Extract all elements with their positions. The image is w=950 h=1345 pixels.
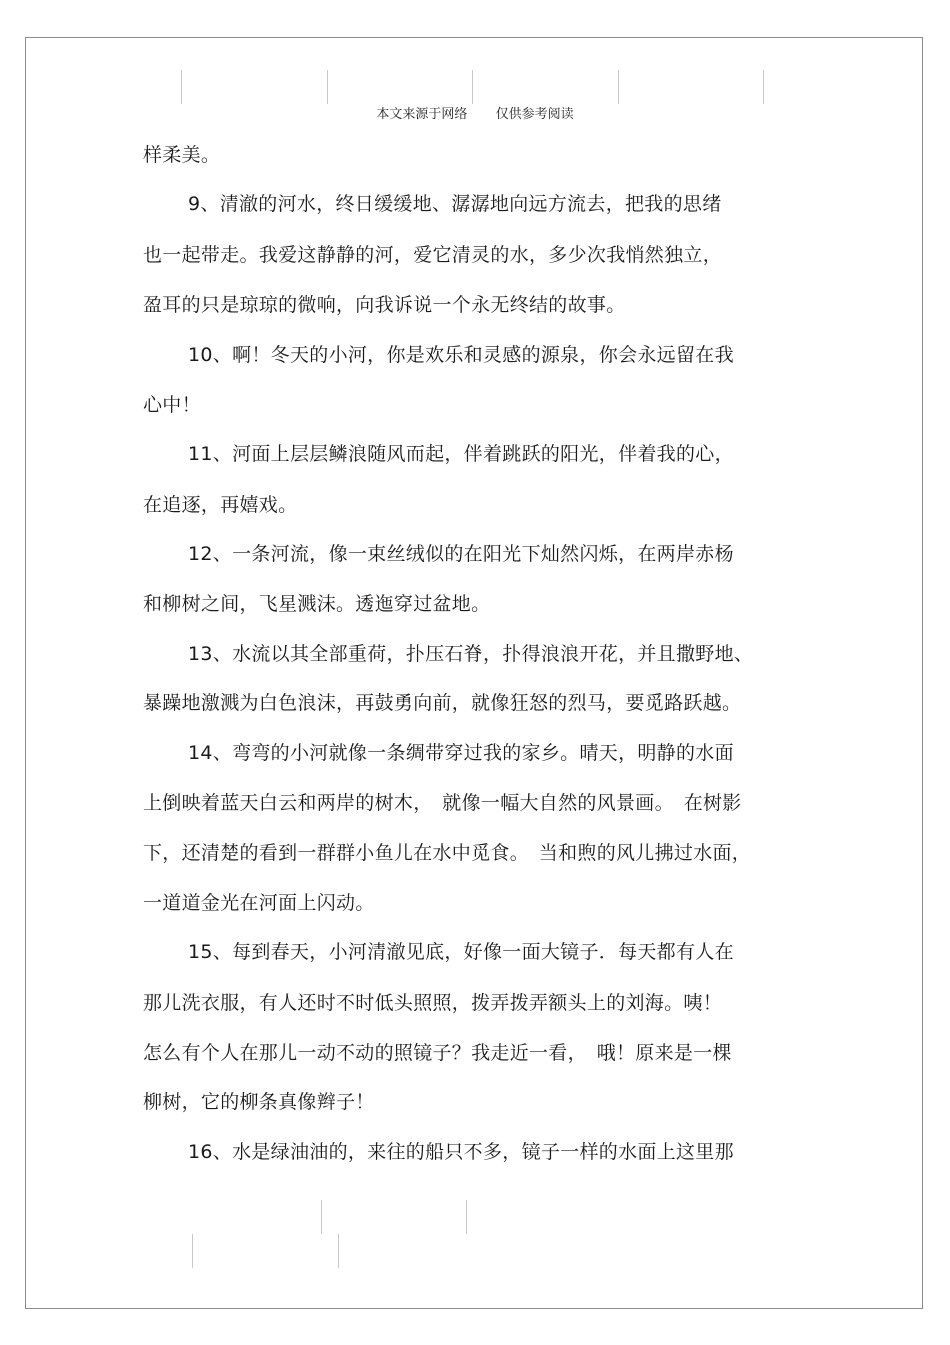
page-header <box>0 103 950 122</box>
top-rule-mark <box>181 70 182 104</box>
header-reference-text: 仅供参考阅读 <box>495 107 574 122</box>
bottom-rule-mark <box>192 1234 193 1268</box>
text-line: 盈耳的只是琼琼的微响，向我诉说一个永无终结的故事。 <box>143 294 626 316</box>
text-line: 15、每到春天，小河清澈见底，好像一面大镜子．每天都有人在 <box>188 941 734 963</box>
text-line: 16、水是绿油油的，来往的船只不多，镜子一样的水面上这里那 <box>188 1141 734 1163</box>
text-line: 上倒映着蓝天白云和两岸的树木， 就像一幅大自然的风景画。 在树影 <box>143 792 742 814</box>
text-line: 也一起带走。我爱这静静的河，爱它清灵的水，多少次我悄然独立， <box>143 244 723 266</box>
top-rule-mark <box>618 70 619 104</box>
top-rule-mark <box>327 70 328 104</box>
text-line: 13、水流以其全部重荷，扑压石脊，扑得浪浪开花，并且撒野地、 <box>188 643 754 665</box>
text-line: 在追逐，再嬉戏。 <box>143 494 298 516</box>
text-line: 柳树，它的柳条真像辫子！ <box>143 1091 375 1113</box>
top-rule-mark <box>763 70 764 104</box>
bottom-rule-mark <box>321 1200 322 1234</box>
page-border <box>25 37 923 1309</box>
text-line: 12、一条河流，像一束丝绒似的在阳光下灿然闪烁，在两岸赤杨 <box>188 543 734 565</box>
text-line: 怎么有个人在那儿一动不动的照镜子？我走近一看， 哦！原来是一棵 <box>143 1042 732 1064</box>
text-line: 14、弯弯的小河就像一条绸带穿过我的家乡。晴天，明静的水面 <box>188 742 734 764</box>
text-line: 样柔美。 <box>143 144 221 166</box>
text-line: 9、清澈的河水，终日缓缓地、潺潺地向远方流去，把我的思绪 <box>188 193 722 215</box>
text-line: 11、河面上层层鳞浪随风而起，伴着跳跃的阳光，伴着我的心， <box>188 443 734 465</box>
text-line: 下，还清楚的看到一群群小鱼儿在水中觅食。 当和煦的风儿拂过水面， <box>143 842 752 864</box>
bottom-rule-mark <box>466 1200 467 1234</box>
bottom-rule-mark <box>338 1234 339 1268</box>
text-line: 那儿洗衣服，有人还时不时低头照照，拨弄拨弄额头上的刘海。咦！ <box>143 992 723 1014</box>
text-line: 和柳树之间，飞星溅沫。透迤穿过盆地。 <box>143 593 491 615</box>
text-line: 心中！ <box>143 394 201 416</box>
header-source-text: 本文来源于网络 <box>376 107 468 122</box>
text-line: 一道道金光在河面上闪动。 <box>143 892 375 914</box>
top-rule-mark <box>472 70 473 104</box>
text-line: 暴躁地激溅为白色浪沫，再鼓勇向前，就像狂怒的烈马，要觅路跃越。 <box>143 692 742 714</box>
text-line: 10、啊！冬天的小河，你是欢乐和灵感的源泉，你会永远留在我 <box>188 344 734 366</box>
